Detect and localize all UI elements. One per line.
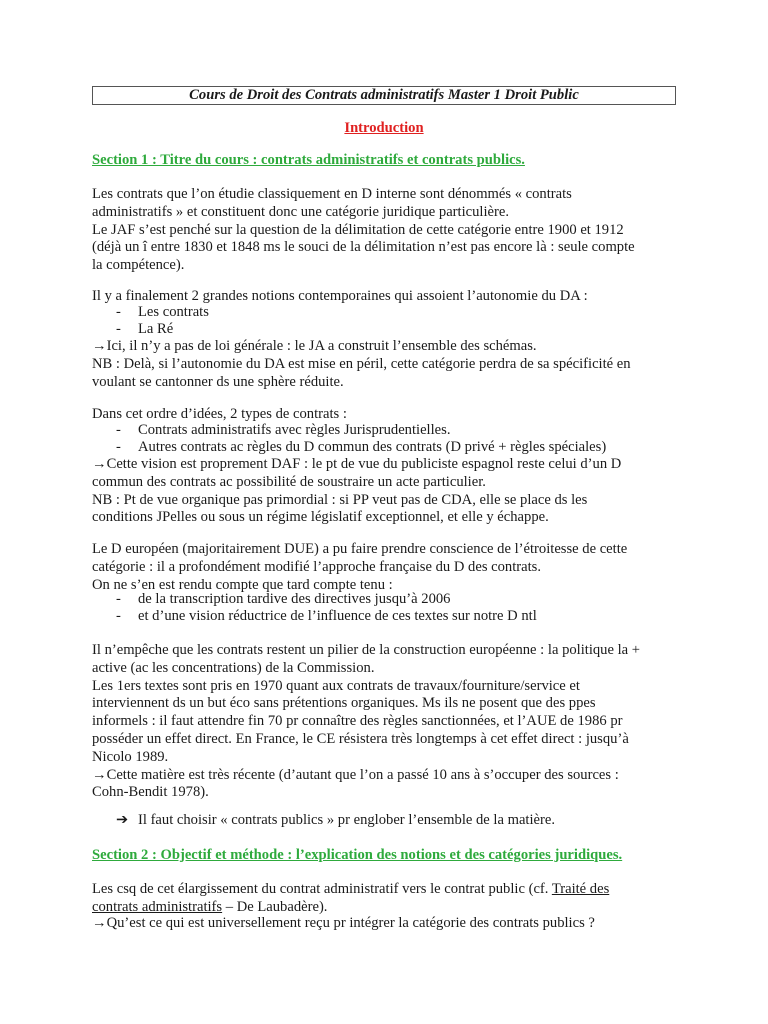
conclusion-item	[116, 812, 555, 830]
book-title-underlined: Traité des	[551, 881, 610, 897]
list-item-text: La Ré	[138, 321, 174, 337]
section-2-heading: Section 2 : Objectif et méthode : l’explication des notions et des catégories juridiques.	[92, 847, 623, 863]
bullet-dash: -	[116, 608, 121, 624]
section-1-paragraph-2: Il y a finalement 2 grandes notions contemporaines qui assoient l’autonomie du DA :	[92, 288, 588, 304]
list-item	[116, 321, 174, 339]
list-item	[116, 304, 209, 322]
list-item	[116, 591, 451, 609]
section-2-paragraph-1	[92, 881, 682, 917]
section-1-paragraph-3: →Ici, il n’y a pas de loi générale : le JA a construit l’ensemble des schémas. NB : Delà, si l’autonomie du DA est mise en péril, cette catégorie perdra de sa spécificité en voulant se cantonner ds une sphère réduite.	[92, 338, 631, 390]
section-2-paragraph-2: →Qu’est ce qui est universellement reçu pr intégrer la catégorie des contrats publics ?	[92, 915, 595, 931]
list-item-text: Autres contrats ac règles du D commun des contrats (D privé + règles spéciales)	[138, 439, 607, 455]
paragraph-text: Les csq de cet élargissement du contrat administratif vers le contrat public (cf.	[92, 881, 552, 897]
list-item-text: Contrats administratifs avec règles Jurisprudentielles.	[138, 422, 451, 438]
list-item-text: et d’une vision réductrice de l’influence de ces textes sur notre D ntl	[138, 608, 537, 624]
conclusion-text: Il faut choisir « contrats publics » pr englober l’ensemble de la matière.	[138, 812, 555, 828]
section-1-paragraph-1: Les contrats que l’on étudie classiquement en D interne sont dénommés « contrats administratifs » et constituent donc une catégorie juridique particulière. Le JAF s’est penché sur la question de la délimitation de cette catégorie entre 1900 et 1912 (déjà un î entre 1830 et 1848 ms le souci de la délimitation n’est pas encore là : seule compte la compétence).	[92, 186, 635, 274]
section-1-paragraph-5: →Cette vision est proprement DAF : le pt de vue du publiciste espagnol reste celui d’un D commun des contrats ac possibilité de soustraire un acte particulier. NB : Pt de vue organique pas primordial : si PP veut pas de CDA, elle se place ds les conditions JPelles ou sous un régime législatif exceptionnel, et elle y échappe.	[92, 456, 622, 526]
list-item	[116, 608, 537, 626]
list-item	[116, 439, 607, 457]
bullet-dash: -	[116, 422, 121, 438]
bullet-dash: -	[116, 304, 121, 320]
document-title: Cours de Droit des Contrats administratifs Master 1 Droit Public	[92, 86, 676, 105]
list-item	[116, 422, 451, 440]
section-1-paragraph-6: Le D européen (majoritairement DUE) a pu faire prendre conscience de l’étroitesse de cette catégorie : il a profondément modifié l’approche française du D des contrats. On ne s’en est rendu compte que tard compte tenu :	[92, 541, 628, 593]
paragraph-text: – De Laubadère).	[222, 898, 328, 915]
arrow-bullet-icon: ➔	[116, 812, 129, 828]
list-item-text: Les contrats	[138, 304, 209, 320]
list-item-text: de la transcription tardive des directives jusqu’à 2006	[138, 591, 451, 607]
bullet-dash: -	[116, 321, 121, 337]
book-title-underlined: contrats administratifs	[92, 898, 223, 915]
bullet-dash: -	[116, 439, 121, 455]
section-1-heading: Section 1 : Titre du cours : contrats administratifs et contrats publics.	[92, 152, 525, 168]
introduction-heading: Introduction	[344, 120, 424, 136]
section-1-paragraph-4: Dans cet ordre d’idées, 2 types de contrats :	[92, 406, 347, 422]
section-1-paragraph-7: Il n’empêche que les contrats restent un pilier de la construction européenne : la politique la + active (ac les concentrations) de la Commission. Les 1ers textes sont pris en 1970 quant aux contrats de travaux/fourniture/service et interviennent ds un but éco sans prétentions organiques. Ms ils ne posent que des ppes informels : il faut attendre fin 70 pr connaître des règles sanctionnées, et l’AUE de 1986 pr posséder un effet direct. En France, le CE résistera très longtemps à cet effet direct : jusqu’à Nicolo 1989. →Cette matière est très récente (d’autant que l’on a passé 10 ans à s’occuper des sources : Cohn-Bendit 1978).	[92, 642, 641, 801]
bullet-dash: -	[116, 591, 121, 607]
